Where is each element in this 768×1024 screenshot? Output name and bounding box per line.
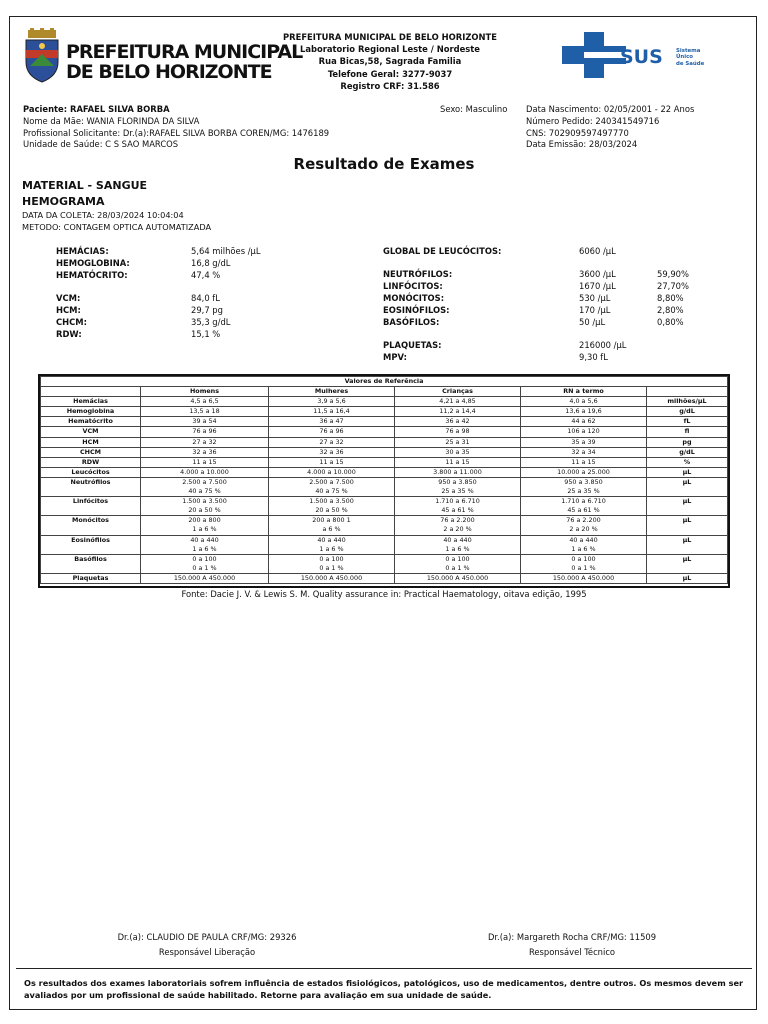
org-name: PREFEITURA MUNICIPAL DE BELO HORIZONTE [283, 32, 497, 42]
reference-row-label: Basófilos [41, 554, 141, 564]
reference-cell: 4,0 a 5,6 [521, 397, 647, 407]
col-header-children: Crianças [395, 387, 521, 397]
lab-name: Laboratorio Regional Leste / Nordeste [300, 44, 480, 55]
reference-row-label: Leucócitos [41, 467, 141, 477]
patient-info-left [23, 104, 329, 151]
material-heading: MATERIAL - SANGUE [22, 179, 148, 192]
reference-cell-percent: 1 a 6 % [521, 545, 647, 555]
result-label-plaquetas: PLAQUETAS: [383, 340, 442, 350]
reference-row-label: Linfócitos [41, 497, 141, 507]
reference-cell: 4,21 a 4,85 [395, 397, 521, 407]
reference-cell: 11 a 15 [395, 457, 521, 467]
lab-header [240, 31, 540, 92]
reference-cell: 40 a 440 [141, 535, 269, 545]
result-value-monocitos: 530 /µL [579, 293, 611, 303]
reference-row-label-blank [41, 564, 141, 574]
reference-row-unit: µL [647, 477, 728, 487]
reference-row-unit: fl [647, 427, 728, 437]
reference-cell: 200 a 800 [141, 516, 269, 526]
result-value-vcm: 84,0 fL [191, 293, 220, 303]
reference-row-label: Hemácias [41, 397, 141, 407]
reference-cell: 0 a 100 [521, 554, 647, 564]
result-label-chcm: CHCM: [56, 317, 87, 327]
reference-row-unit-blank [647, 525, 728, 535]
reference-row-percent [41, 545, 728, 555]
result-label-linfocitos: LINFÓCITOS: [383, 281, 443, 291]
order-number: Número Pedido: 240341549716 [526, 115, 660, 126]
reference-row [41, 554, 728, 564]
result-pct-linfocitos: 27,70% [657, 281, 689, 291]
signature-release [97, 930, 317, 960]
reference-cell: 106 a 120 [521, 427, 647, 437]
reference-row-label: Plaquetas [41, 573, 141, 583]
reference-row-label-blank [41, 506, 141, 516]
reference-row-unit: µL [647, 573, 728, 583]
result-value-hcm: 29,7 pg [191, 305, 223, 315]
reference-row-label: RDW [41, 457, 141, 467]
health-unit: Unidade de Saúde: C S SAO MARCOS [23, 139, 179, 150]
reference-source: Fonte: Dacie J. V. & Lewis S. M. Quality assurance in: Practical Haematology, oitava edição, 1995 [181, 589, 587, 599]
reference-cell: 150.000 A 450.000 [395, 573, 521, 583]
reference-cell: 10.000 a 25.000 [521, 467, 647, 477]
result-value-hematocrito: 47,4 % [191, 270, 221, 280]
reference-row-unit: µL [647, 467, 728, 477]
reference-cell: 4,5 a 6,5 [141, 397, 269, 407]
result-pct-basofilos: 0,80% [657, 317, 684, 327]
reference-cell-percent: 2 a 20 % [395, 525, 521, 535]
reference-row-unit-blank [647, 506, 728, 516]
reference-cell-percent: 25 a 35 % [395, 487, 521, 497]
reference-cell: 2.500 a 7.500 [141, 477, 269, 487]
reference-cell: 25 a 31 [395, 437, 521, 447]
exam-heading: HEMOGRAMA [22, 195, 105, 208]
reference-cell-percent: 45 a 61 % [521, 506, 647, 516]
reference-row-label: CHCM [41, 447, 141, 457]
reference-cell-percent: 40 a 75 % [269, 487, 395, 497]
reference-row-label: HCM [41, 437, 141, 447]
reference-cell: 11 a 15 [269, 457, 395, 467]
sus-subtitle [676, 48, 704, 67]
sus-text: SUS [620, 46, 663, 68]
result-label-eosinofilos: EOSINÓFILOS: [383, 305, 450, 315]
lab-phone: Telefone Geral: 3277-9037 [327, 68, 453, 79]
result-label-neutrofilos: NEUTRÓFILOS: [383, 269, 453, 279]
footer-disclaimer [16, 968, 752, 1005]
reference-row [41, 477, 728, 487]
result-value-eosinofilos: 170 /µL [579, 305, 611, 315]
issue-date: Data Emissão: 28/03/2024 [526, 139, 638, 150]
reference-row-unit: g/dL [647, 447, 728, 457]
reference-cell: 3,9 a 5,6 [269, 397, 395, 407]
sus-sub-3: de Saúde [676, 60, 705, 67]
collection-date [22, 210, 211, 233]
result-value-linfocitos: 1670 /µL [579, 281, 616, 291]
reference-row [41, 467, 728, 477]
result-label-basofilos: BASÓFILOS: [383, 317, 440, 327]
reference-cell: 30 a 35 [395, 447, 521, 457]
signature-release-name: Dr.(a): CLAUDIO DE PAULA CRF/MG: 29326 [117, 932, 297, 942]
reference-cell: 11 a 15 [141, 457, 269, 467]
reference-row-label-blank [41, 545, 141, 555]
reference-row-label-blank [41, 525, 141, 535]
reference-cell: 76 a 2.200 [521, 516, 647, 526]
reference-cell: 4.000 a 10.000 [141, 467, 269, 477]
col-header-unit [647, 387, 728, 397]
result-value-basofilos: 50 /µL [579, 317, 606, 327]
reference-cell: 27 a 32 [269, 437, 395, 447]
reference-row-unit: pg [647, 437, 728, 447]
reference-cell-percent: a 6 % [269, 525, 395, 535]
signature-technical [462, 930, 682, 960]
reference-cell: 76 a 98 [395, 427, 521, 437]
reference-cell: 11,2 a 14,4 [395, 407, 521, 417]
requesting-professional: Profissional Solicitante: Dr.(a):RAFAEL SILVA BORBA COREN/MG: 1476189 [23, 127, 330, 138]
reference-row-label: Neutrófilos [41, 477, 141, 487]
reference-cell: 40 a 440 [269, 535, 395, 545]
result-label-vcm: VCM: [56, 293, 81, 303]
reference-row-label: VCM [41, 427, 141, 437]
reference-cell: 11,5 a 16,4 [269, 407, 395, 417]
reference-cell: 36 a 47 [269, 417, 395, 427]
reference-row-label: Hematócrito [41, 417, 141, 427]
reference-row [41, 427, 728, 437]
reference-cell-percent: 2 a 20 % [521, 525, 647, 535]
reference-row [41, 417, 728, 427]
patient-sex: Sexo: Masculino [440, 104, 508, 114]
result-value-mpv: 9,30 fL [579, 352, 608, 362]
reference-row [41, 573, 728, 583]
patient-name: Paciente: RAFAEL SILVA BORBA [23, 104, 170, 114]
page-title: Resultado de Exames [293, 155, 475, 173]
reference-cell-percent: 1 a 6 % [395, 545, 521, 555]
reference-row-percent [41, 487, 728, 497]
reference-cell-percent: 20 a 50 % [141, 506, 269, 516]
result-label-hematocrito: HEMATÓCRITO: [56, 270, 128, 280]
reference-row-unit: milhões/µL [647, 397, 728, 407]
reference-row-label: Monócitos [41, 516, 141, 526]
cns-number: CNS: 702909597497770 [526, 127, 629, 138]
reference-cell: 1.500 a 3.500 [269, 497, 395, 507]
reference-cell: 39 a 54 [141, 417, 269, 427]
city-coat-of-arms-icon [22, 28, 62, 86]
reference-title: Valores de Referência [41, 377, 728, 387]
result-label-hcm: HCM: [56, 305, 81, 315]
reference-cell: 150.000 A 450.000 [269, 573, 395, 583]
reference-cell-percent: 0 a 1 % [141, 564, 269, 574]
collection-date-text: DATA DA COLETA: 28/03/2024 10:04:04 [22, 210, 184, 220]
result-value-rdw: 15,1 % [191, 329, 221, 339]
reference-cell: 35 a 39 [521, 437, 647, 447]
reference-cell: 950 a 3.850 [395, 477, 521, 487]
reference-cell: 13,5 a 18 [141, 407, 269, 417]
reference-row [41, 535, 728, 545]
logo-line-1: PREFEITURA MUNICIPAL [66, 41, 303, 63]
reference-row-unit-blank [647, 564, 728, 574]
reference-row-unit-blank [647, 545, 728, 555]
reference-row-label-blank [41, 487, 141, 497]
reference-cell-percent: 0 a 1 % [521, 564, 647, 574]
reference-row-unit-blank [647, 487, 728, 497]
reference-cell: 32 a 36 [141, 447, 269, 457]
reference-row-unit: µL [647, 554, 728, 564]
result-label-leucocitos: GLOBAL DE LEUCÓCITOS: [383, 246, 502, 256]
reference-row [41, 457, 728, 467]
sus-sub-2: Único [676, 54, 693, 61]
sus-sub-1: Sistema [676, 48, 701, 54]
reference-row-unit: g/dL [647, 407, 728, 417]
lab-crf: Registro CRF: 31.586 [340, 80, 440, 91]
reference-row [41, 447, 728, 457]
reference-cell: 200 a 800 1 [269, 516, 395, 526]
result-pct-neutrofilos: 59,90% [657, 269, 689, 279]
reference-cell: 1.710 a 6.710 [395, 497, 521, 507]
reference-cell-percent: 1 a 6 % [141, 545, 269, 555]
reference-cell: 40 a 440 [521, 535, 647, 545]
result-label-mpv: MPV: [383, 352, 407, 362]
reference-cell: 27 a 32 [141, 437, 269, 447]
col-header-newborn: RN a termo [521, 387, 647, 397]
signature-release-role: Responsável Liberação [158, 947, 256, 957]
footer-text: Os resultados dos exames laboratoriais sofrem influência de estados fisiológicos, patológicos, uso de medicamentos, dentre outros. Os mesmos devem ser avaliados por um profissional de saúde habilitado. Retorne para avaliação em sua unidade de saúde. [24, 978, 744, 1000]
reference-row [41, 397, 728, 407]
reference-cell: 0 a 100 [269, 554, 395, 564]
reference-cell-percent: 1 a 6 % [269, 545, 395, 555]
result-value-hemacias: 5,64 milhões /µL [191, 246, 261, 256]
reference-row-percent [41, 506, 728, 516]
reference-row-percent [41, 564, 728, 574]
signature-technical-name: Dr.(a): Margareth Rocha CRF/MG: 11509 [487, 932, 657, 942]
reference-table [38, 374, 730, 588]
result-value-chcm: 35,3 g/dL [191, 317, 231, 327]
reference-row [41, 437, 728, 447]
reference-row-unit: fL [647, 417, 728, 427]
result-label-hemoglobina: HEMOGLOBINA: [56, 258, 130, 268]
reference-cell: 2.500 a 7.500 [269, 477, 395, 487]
reference-cell: 3.800 a 11.000 [395, 467, 521, 477]
reference-cell: 76 a 2.200 [395, 516, 521, 526]
result-label-hemacias: HEMÁCIAS: [56, 246, 109, 256]
reference-cell: 76 a 96 [269, 427, 395, 437]
col-header-men: Homens [141, 387, 269, 397]
reference-cell-percent: 25 a 35 % [521, 487, 647, 497]
result-value-neutrofilos: 3600 /µL [579, 269, 616, 279]
reference-body [41, 397, 728, 584]
result-value-leucocitos: 6060 /µL [579, 246, 616, 256]
reference-cell: 11 a 15 [521, 457, 647, 467]
reference-row-unit: % [647, 457, 728, 467]
birth-date: Data Nascimento: 02/05/2001 - 22 Anos [526, 104, 695, 114]
reference-cell-percent: 0 a 1 % [395, 564, 521, 574]
reference-cell: 950 a 3.850 [521, 477, 647, 487]
reference-cell-percent: 0 a 1 % [269, 564, 395, 574]
reference-cell: 36 a 42 [395, 417, 521, 427]
reference-cell-percent: 40 a 75 % [141, 487, 269, 497]
reference-row-unit: µL [647, 497, 728, 507]
reference-cell-percent: 20 a 50 % [269, 506, 395, 516]
reference-cell: 0 a 100 [395, 554, 521, 564]
reference-cell: 150.000 A 450.000 [141, 573, 269, 583]
reference-row [41, 407, 728, 417]
reference-cell: 13,6 a 19,6 [521, 407, 647, 417]
reference-cell: 0 a 100 [141, 554, 269, 564]
reference-row-label: Eosinófilos [41, 535, 141, 545]
logo-line-2: DE BELO HORIZONTE [66, 61, 272, 83]
reference-row-label: Hemoglobina [41, 407, 141, 417]
method-text: METODO: CONTAGEM OPTICA AUTOMATIZADA [22, 221, 212, 232]
reference-cell-percent: 45 a 61 % [395, 506, 521, 516]
result-value-hemoglobina: 16,8 g/dL [191, 258, 231, 268]
reference-cell: 44 a 62 [521, 417, 647, 427]
sus-logo [560, 30, 710, 80]
reference-row-unit: µL [647, 535, 728, 545]
mother-name: Nome da Mãe: WANIA FLORINDA DA SILVA [23, 115, 200, 126]
lab-address: Rua Bicas,58, Sagrada Familia [318, 56, 462, 67]
result-value-plaquetas: 216000 /µL [579, 340, 627, 350]
reference-cell: 4.000 a 10.000 [269, 467, 395, 477]
reference-cell: 150.000 A 450.000 [521, 573, 647, 583]
pbh-logo [22, 28, 303, 86]
col-header-women: Mulheres [269, 387, 395, 397]
signature-technical-role: Responsável Técnico [528, 947, 616, 957]
result-pct-monocitos: 8,80% [657, 293, 684, 303]
col-header-empty [41, 387, 141, 397]
reference-cell: 32 a 34 [521, 447, 647, 457]
reference-row-percent [41, 525, 728, 535]
result-pct-eosinofilos: 2,80% [657, 305, 684, 315]
reference-cell-percent: 1 a 6 % [141, 525, 269, 535]
reference-cell: 1.710 a 6.710 [521, 497, 647, 507]
reference-cell: 1.500 a 3.500 [141, 497, 269, 507]
reference-row [41, 497, 728, 507]
reference-cell: 32 a 36 [269, 447, 395, 457]
reference-cell: 40 a 440 [395, 535, 521, 545]
result-label-rdw: RDW: [56, 329, 82, 339]
reference-values-table [40, 376, 728, 584]
reference-row-unit: µL [647, 516, 728, 526]
reference-row [41, 516, 728, 526]
patient-info-right [526, 104, 694, 151]
reference-cell: 76 a 96 [141, 427, 269, 437]
result-label-monocitos: MONÓCITOS: [383, 293, 445, 303]
